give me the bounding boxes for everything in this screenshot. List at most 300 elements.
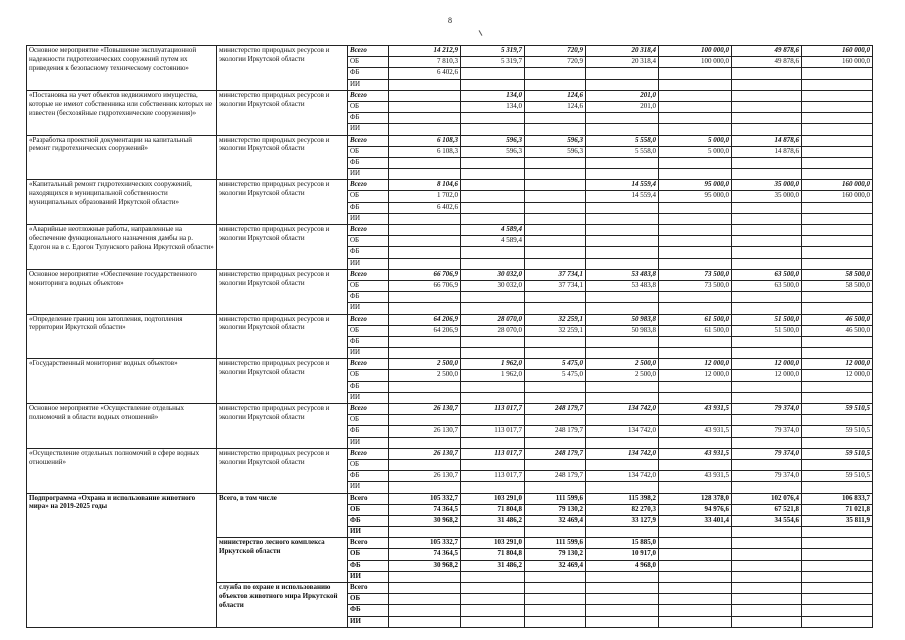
amount-cell: [586, 258, 659, 269]
amount-cell: 50 983,8: [586, 325, 659, 336]
amount-cell: [461, 381, 525, 392]
funding-source: ФБ: [348, 560, 389, 571]
amount-cell: [525, 79, 586, 90]
amount-cell: 5 000,0: [659, 146, 732, 157]
amount-cell: 51 500,0: [732, 314, 802, 325]
amount-cell: 14 878,6: [732, 135, 802, 146]
amount-cell: 63 500,0: [732, 280, 802, 291]
amount-cell: [525, 392, 586, 403]
amount-cell: 2 500,0: [586, 370, 659, 381]
amount-cell: 160 000,0: [802, 180, 873, 191]
amount-cell: [659, 549, 732, 560]
amount-cell: [732, 101, 802, 112]
amount-cell: [389, 459, 461, 470]
amount-cell: [732, 594, 802, 605]
amount-cell: 31 486,2: [461, 560, 525, 571]
amount-cell: [732, 124, 802, 135]
executor-name: министерство природных ресурсов и экологии Иркутской области: [217, 314, 348, 359]
amount-cell: 5 319,7: [461, 57, 525, 68]
amount-cell: 35 000,0: [732, 191, 802, 202]
funding-source: ОБ: [348, 325, 389, 336]
amount-cell: [525, 68, 586, 79]
table-row: [27, 135, 873, 146]
amount-cell: [802, 157, 873, 168]
amount-cell: 128 378,0: [659, 493, 732, 504]
funding-source: Всего: [348, 359, 389, 370]
amount-cell: 37 734,1: [525, 280, 586, 291]
amount-cell: 82 270,3: [586, 504, 659, 515]
amount-cell: 113 017,7: [461, 426, 525, 437]
amount-cell: [461, 571, 525, 582]
amount-cell: 134 742,0: [586, 448, 659, 459]
amount-cell: 6 108,3: [389, 146, 461, 157]
amount-cell: [586, 527, 659, 538]
amount-cell: [586, 213, 659, 224]
amount-cell: 134 742,0: [586, 471, 659, 482]
amount-cell: [525, 583, 586, 594]
amount-cell: [802, 583, 873, 594]
amount-cell: 596,3: [525, 146, 586, 157]
amount-cell: [389, 292, 461, 303]
funding-source: ИИ: [348, 616, 389, 627]
amount-cell: 94 976,6: [659, 504, 732, 515]
amount-cell: 15 885,0: [586, 538, 659, 549]
amount-cell: [802, 79, 873, 90]
amount-cell: [586, 594, 659, 605]
amount-cell: [461, 292, 525, 303]
amount-cell: 10 917,0: [586, 549, 659, 560]
amount-cell: 46 500,0: [802, 314, 873, 325]
amount-cell: [586, 392, 659, 403]
amount-cell: 2 500,0: [586, 359, 659, 370]
amount-cell: 102 076,4: [732, 493, 802, 504]
amount-cell: [525, 247, 586, 258]
amount-cell: 35 811,9: [802, 515, 873, 526]
amount-cell: [802, 101, 873, 112]
amount-cell: [802, 225, 873, 236]
amount-cell: [802, 482, 873, 493]
executor-name: министерство природных ресурсов и экологии Иркутской области: [217, 135, 348, 180]
amount-cell: [802, 292, 873, 303]
table-row: [27, 359, 873, 370]
amount-cell: [659, 247, 732, 258]
amount-cell: [659, 68, 732, 79]
amount-cell: [802, 437, 873, 448]
amount-cell: 30 032,0: [461, 280, 525, 291]
amount-cell: 1 962,0: [461, 370, 525, 381]
amount-cell: 53 483,8: [586, 280, 659, 291]
amount-cell: [525, 605, 586, 616]
amount-cell: 64 206,9: [389, 314, 461, 325]
amount-cell: [732, 392, 802, 403]
amount-cell: [389, 437, 461, 448]
amount-cell: 63 500,0: [732, 269, 802, 280]
amount-cell: 53 483,8: [586, 269, 659, 280]
amount-cell: [659, 113, 732, 124]
amount-cell: [461, 124, 525, 135]
measure-name: «Постановка на учет объектов недвижимого имущества, которые не имеют собственника или собственник которых не известен (бесхозяйные гидротехнические сооружения)»: [27, 90, 217, 135]
amount-cell: 37 734,1: [525, 269, 586, 280]
amount-cell: [802, 616, 873, 627]
amount-cell: 12 000,0: [802, 359, 873, 370]
table-row: [27, 448, 873, 459]
amount-cell: [732, 202, 802, 213]
amount-cell: [802, 303, 873, 314]
amount-cell: 12 000,0: [802, 370, 873, 381]
amount-cell: [461, 594, 525, 605]
amount-cell: 71 021,8: [802, 504, 873, 515]
amount-cell: [802, 90, 873, 101]
funding-source: Всего: [348, 538, 389, 549]
amount-cell: [659, 527, 732, 538]
amount-cell: 5 558,0: [586, 135, 659, 146]
amount-cell: 26 130,7: [389, 448, 461, 459]
amount-cell: [525, 292, 586, 303]
amount-cell: 26 130,7: [389, 426, 461, 437]
amount-cell: [802, 113, 873, 124]
funding-source: ИИ: [348, 124, 389, 135]
amount-cell: [732, 527, 802, 538]
amount-cell: [732, 292, 802, 303]
amount-cell: 14 878,6: [732, 146, 802, 157]
executor-name: Всего, в том числе: [217, 493, 348, 538]
amount-cell: [525, 191, 586, 202]
measure-name: «Разработка проектной документации на капитальный ремонт гидротехнических сооружений»: [27, 135, 217, 180]
amount-cell: [389, 571, 461, 582]
amount-cell: 32 259,1: [525, 314, 586, 325]
amount-cell: 32 469,4: [525, 515, 586, 526]
amount-cell: [659, 157, 732, 168]
amount-cell: [732, 236, 802, 247]
measure-name: «Осуществление отдельных полномочий в сфере водных отношений»: [27, 448, 217, 493]
funding-source: ОБ: [348, 57, 389, 68]
budget-table: [26, 45, 873, 628]
amount-cell: [802, 381, 873, 392]
amount-cell: [802, 594, 873, 605]
funding-source: Всего: [348, 225, 389, 236]
amount-cell: 66 706,9: [389, 269, 461, 280]
amount-cell: [389, 583, 461, 594]
amount-cell: 49 878,6: [732, 46, 802, 57]
amount-cell: [525, 616, 586, 627]
amount-cell: 43 931,5: [659, 404, 732, 415]
amount-cell: 32 259,1: [525, 325, 586, 336]
amount-cell: [732, 79, 802, 90]
amount-cell: [586, 336, 659, 347]
funding-source: ФБ: [348, 426, 389, 437]
amount-cell: 74 364,5: [389, 549, 461, 560]
amount-cell: [461, 616, 525, 627]
funding-source: Всего: [348, 135, 389, 146]
amount-cell: 113 017,7: [461, 404, 525, 415]
executor-name: министерство природных ресурсов и экологии Иркутской области: [217, 180, 348, 225]
executor-name: министерство природных ресурсов и экологии Иркутской области: [217, 448, 348, 493]
amount-cell: [525, 180, 586, 191]
amount-cell: 248 179,7: [525, 448, 586, 459]
funding-source: Всего: [348, 46, 389, 57]
amount-cell: [659, 560, 732, 571]
amount-cell: [389, 348, 461, 359]
amount-cell: [586, 225, 659, 236]
amount-cell: [586, 247, 659, 258]
amount-cell: 28 070,0: [461, 314, 525, 325]
amount-cell: 43 931,5: [659, 448, 732, 459]
amount-cell: [525, 571, 586, 582]
amount-cell: 12 000,0: [659, 359, 732, 370]
amount-cell: 134 742,0: [586, 404, 659, 415]
amount-cell: 20 318,4: [586, 46, 659, 57]
amount-cell: [802, 549, 873, 560]
funding-source: ФБ: [348, 515, 389, 526]
amount-cell: 30 968,2: [389, 515, 461, 526]
amount-cell: [732, 583, 802, 594]
amount-cell: [461, 191, 525, 202]
amount-cell: [525, 213, 586, 224]
amount-cell: 95 000,0: [659, 180, 732, 191]
executor-name: служба по охране и использованию объектов животного мира Иркутской области: [217, 583, 348, 628]
amount-cell: 134,0: [461, 90, 525, 101]
funding-source: ФБ: [348, 605, 389, 616]
amount-cell: [586, 415, 659, 426]
funding-source: ИИ: [348, 79, 389, 90]
amount-cell: [732, 225, 802, 236]
amount-cell: [461, 68, 525, 79]
funding-source: ИИ: [348, 303, 389, 314]
measure-name: Основное мероприятие «Обеспечение государственного мониторинга водных объектов»: [27, 269, 217, 314]
amount-cell: 59 510,5: [802, 426, 873, 437]
funding-source: ФБ: [348, 336, 389, 347]
executor-name: министерство природных ресурсов и экологии Иркутской области: [217, 90, 348, 135]
amount-cell: [389, 336, 461, 347]
amount-cell: 51 500,0: [732, 325, 802, 336]
funding-source: ФБ: [348, 247, 389, 258]
amount-cell: [732, 605, 802, 616]
amount-cell: [732, 336, 802, 347]
amount-cell: [389, 605, 461, 616]
amount-cell: [525, 124, 586, 135]
amount-cell: 596,3: [461, 135, 525, 146]
amount-cell: [389, 157, 461, 168]
amount-cell: 50 983,8: [586, 314, 659, 325]
amount-cell: 8 104,6: [389, 180, 461, 191]
amount-cell: [525, 348, 586, 359]
amount-cell: 1 702,0: [389, 191, 461, 202]
amount-cell: [732, 560, 802, 571]
amount-cell: [525, 303, 586, 314]
amount-cell: [802, 415, 873, 426]
funding-source: ОБ: [348, 146, 389, 157]
funding-source: ОБ: [348, 370, 389, 381]
amount-cell: [586, 459, 659, 470]
amount-cell: [802, 527, 873, 538]
amount-cell: 33 127,9: [586, 515, 659, 526]
amount-cell: 58 500,0: [802, 269, 873, 280]
amount-cell: 103 291,0: [461, 493, 525, 504]
amount-cell: 160 000,0: [802, 191, 873, 202]
amount-cell: 59 510,5: [802, 404, 873, 415]
amount-cell: 596,3: [461, 146, 525, 157]
funding-source: ИИ: [348, 348, 389, 359]
amount-cell: 59 510,5: [802, 471, 873, 482]
amount-cell: 7 810,3: [389, 57, 461, 68]
amount-cell: 4 589,4: [461, 225, 525, 236]
table-row: [27, 46, 873, 57]
measure-name: «Капитальный ремонт гидротехнических сооружений, находящихся в муниципальной собственности муниципальных образований Иркутской области»: [27, 180, 217, 225]
executor-name: министерство природных ресурсов и экологии Иркутской области: [217, 46, 348, 91]
amount-cell: [802, 146, 873, 157]
funding-source: ИИ: [348, 169, 389, 180]
amount-cell: 106 833,7: [802, 493, 873, 504]
amount-cell: 14 559,4: [586, 180, 659, 191]
amount-cell: 201,0: [586, 101, 659, 112]
amount-cell: [659, 605, 732, 616]
amount-cell: 73 500,0: [659, 269, 732, 280]
amount-cell: [659, 213, 732, 224]
funding-source: ФБ: [348, 68, 389, 79]
amount-cell: 26 130,7: [389, 404, 461, 415]
amount-cell: [659, 79, 732, 90]
amount-cell: 103 291,0: [461, 538, 525, 549]
amount-cell: [389, 392, 461, 403]
amount-cell: 79 130,2: [525, 549, 586, 560]
amount-cell: 111 599,6: [525, 493, 586, 504]
amount-cell: [461, 79, 525, 90]
funding-source: Всего: [348, 90, 389, 101]
amount-cell: [732, 68, 802, 79]
amount-cell: [525, 336, 586, 347]
amount-cell: [659, 415, 732, 426]
amount-cell: 43 931,5: [659, 426, 732, 437]
amount-cell: [461, 247, 525, 258]
amount-cell: 61 500,0: [659, 325, 732, 336]
amount-cell: [802, 538, 873, 549]
funding-source: Всего: [348, 583, 389, 594]
amount-cell: [732, 571, 802, 582]
amount-cell: 79 374,0: [732, 404, 802, 415]
amount-cell: [586, 124, 659, 135]
amount-cell: 66 706,9: [389, 280, 461, 291]
amount-cell: 34 554,6: [732, 515, 802, 526]
amount-cell: [525, 202, 586, 213]
amount-cell: 43 931,5: [659, 471, 732, 482]
amount-cell: [659, 124, 732, 135]
amount-cell: 134,0: [461, 101, 525, 112]
scan-mark: [479, 30, 483, 36]
amount-cell: 79 374,0: [732, 426, 802, 437]
funding-source: ФБ: [348, 202, 389, 213]
amount-cell: [732, 538, 802, 549]
amount-cell: 67 521,8: [732, 504, 802, 515]
amount-cell: [525, 258, 586, 269]
amount-cell: [802, 202, 873, 213]
amount-cell: [461, 482, 525, 493]
amount-cell: 5 558,0: [586, 146, 659, 157]
funding-source: Всего: [348, 269, 389, 280]
funding-source: Всего: [348, 493, 389, 504]
table-row: [27, 493, 873, 504]
amount-cell: [659, 583, 732, 594]
amount-cell: [461, 113, 525, 124]
amount-cell: [659, 392, 732, 403]
amount-cell: [525, 459, 586, 470]
funding-source: Всего: [348, 404, 389, 415]
amount-cell: 33 401,4: [659, 515, 732, 526]
amount-cell: 248 179,7: [525, 404, 586, 415]
amount-cell: [586, 169, 659, 180]
amount-cell: [732, 616, 802, 627]
amount-cell: 12 000,0: [732, 359, 802, 370]
amount-cell: [586, 605, 659, 616]
amount-cell: [461, 415, 525, 426]
amount-cell: [389, 303, 461, 314]
funding-source: ОБ: [348, 101, 389, 112]
amount-cell: [461, 336, 525, 347]
amount-cell: 61 500,0: [659, 314, 732, 325]
amount-cell: [732, 303, 802, 314]
measure-name: Основное мероприятие «Осуществление отдельных полномочий в области водных отношений»: [27, 404, 217, 449]
amount-cell: 100 000,0: [659, 46, 732, 57]
amount-cell: [461, 348, 525, 359]
amount-cell: [802, 560, 873, 571]
amount-cell: [525, 415, 586, 426]
amount-cell: 49 878,6: [732, 57, 802, 68]
amount-cell: 14 559,4: [586, 191, 659, 202]
amount-cell: [461, 169, 525, 180]
amount-cell: 105 332,7: [389, 538, 461, 549]
amount-cell: [525, 594, 586, 605]
amount-cell: [525, 236, 586, 247]
amount-cell: 79 374,0: [732, 471, 802, 482]
amount-cell: 160 000,0: [802, 57, 873, 68]
amount-cell: 160 000,0: [802, 46, 873, 57]
amount-cell: [461, 392, 525, 403]
amount-cell: [389, 415, 461, 426]
amount-cell: [732, 549, 802, 560]
table-row: [27, 90, 873, 101]
amount-cell: [586, 616, 659, 627]
funding-source: ОБ: [348, 594, 389, 605]
amount-cell: [802, 213, 873, 224]
funding-source: ФБ: [348, 292, 389, 303]
amount-cell: [525, 157, 586, 168]
amount-cell: [389, 381, 461, 392]
amount-cell: 248 179,7: [525, 426, 586, 437]
amount-cell: [802, 247, 873, 258]
amount-cell: [586, 79, 659, 90]
amount-cell: 58 500,0: [802, 280, 873, 291]
amount-cell: [389, 258, 461, 269]
amount-cell: 31 486,2: [461, 515, 525, 526]
funding-source: ОБ: [348, 236, 389, 247]
table-row: [27, 180, 873, 191]
amount-cell: [732, 113, 802, 124]
amount-cell: 5 319,7: [461, 46, 525, 57]
funding-source: ИИ: [348, 213, 389, 224]
funding-source: ОБ: [348, 415, 389, 426]
amount-cell: 596,3: [525, 135, 586, 146]
amount-cell: [389, 482, 461, 493]
amount-cell: [525, 482, 586, 493]
amount-cell: [461, 180, 525, 191]
amount-cell: [525, 437, 586, 448]
amount-cell: 12 000,0: [659, 370, 732, 381]
amount-cell: [732, 157, 802, 168]
amount-cell: [659, 482, 732, 493]
amount-cell: [732, 415, 802, 426]
amount-cell: [389, 236, 461, 247]
funding-source: Всего: [348, 180, 389, 191]
amount-cell: [732, 482, 802, 493]
